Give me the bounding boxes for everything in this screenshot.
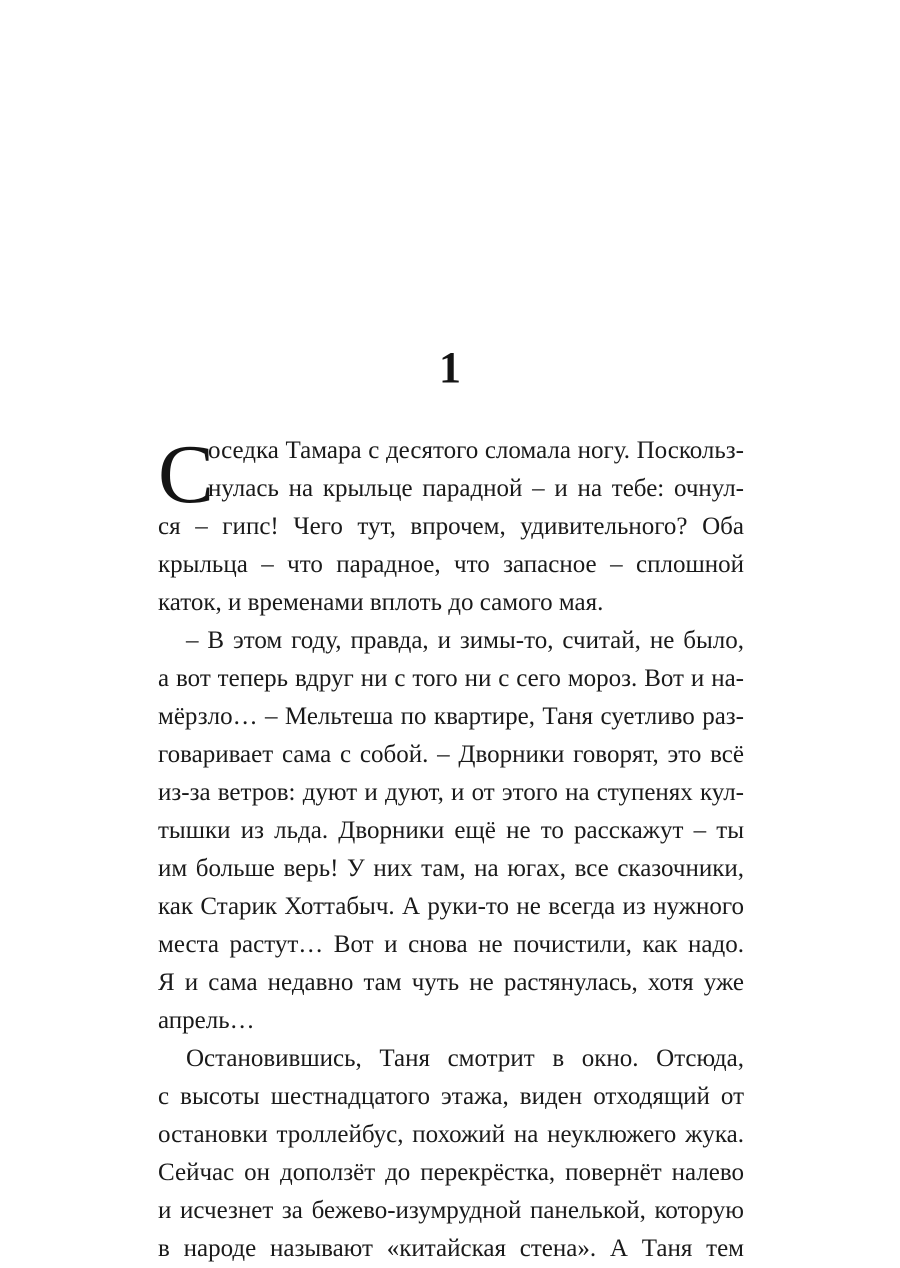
- text-line: им больше верь! У них там, на югах, все сказочники,: [158, 855, 744, 882]
- drop-cap: С: [158, 428, 215, 521]
- body-text: [158, 428, 744, 1268]
- text-line: из-за ветров: дуют и дуют, и от этого на ступенях кул-: [158, 779, 744, 806]
- chapter-number: 1: [439, 343, 461, 392]
- text-line: ся – гипс! Чего тут, впрочем, удивительного? Оба: [158, 513, 744, 540]
- text-line: а вот теперь вдруг ни с того ни с сего мороз. Вот и на-: [158, 665, 744, 692]
- text-line: оседка Тамара с десятого сломала ногу. Поскольз-: [208, 437, 744, 464]
- text-line: апрель…: [158, 1007, 255, 1034]
- text-line: места растут… Вот и снова не почистили, как надо.: [158, 931, 744, 958]
- text-line: мёрзло… – Мельтеша по квартире, Таня суетливо раз-: [158, 703, 744, 730]
- text-line: остановки троллейбус, похожий на неуклюжего жука.: [158, 1121, 744, 1148]
- text-line: с высоты шестнадцатого этажа, виден отходящий от: [158, 1083, 744, 1110]
- text-line: тышки из льда. Дворники ещё не то расскажут – ты: [158, 817, 744, 844]
- text-line: каток, и временами вплоть до самого мая.: [158, 589, 604, 616]
- text-line: – В этом году, правда, и зимы-то, считай, не было,: [186, 627, 744, 654]
- text-line: нулась на крыльце парадной – и на тебе: очнул-: [208, 475, 744, 502]
- text-line: Сейчас он доползёт до перекрёстка, повернёт налево: [158, 1159, 744, 1186]
- text-line: Остановившись, Таня смотрит в окно. Отсюда,: [186, 1045, 744, 1072]
- text-line: как Старик Хоттабыч. А руки-то не всегда из нужного: [158, 893, 744, 920]
- text-line: говаривает сама с собой. – Дворники говорят, это всё: [158, 741, 744, 768]
- text-line: крыльца – что парадное, что запасное – сплошной: [158, 551, 744, 578]
- text-line: и исчезнет за бежево-изумрудной панелькой, которую: [158, 1197, 744, 1224]
- text-line: Я и сама недавно там чуть не растянулась, хотя уже: [158, 969, 744, 996]
- text-line: в народе называют «китайская стена». А Таня тем: [158, 1235, 744, 1262]
